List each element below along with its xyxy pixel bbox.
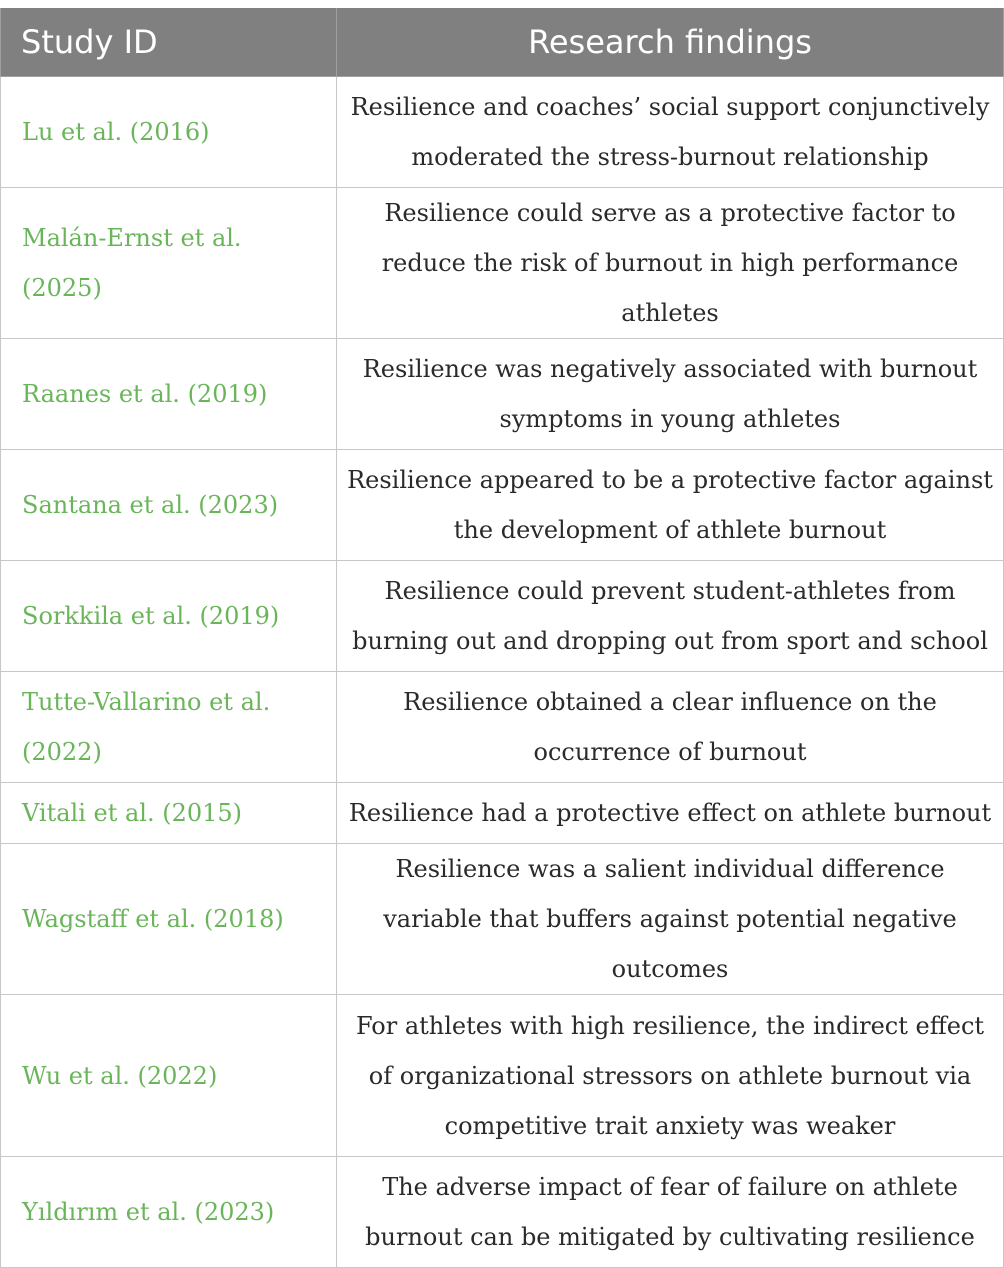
table-body [1, 77, 1004, 1268]
finding-cell: Resilience obtained a clear influence on the occurrence of burnout [337, 672, 1004, 783]
table-row [1, 995, 1004, 1157]
finding-cell: For athletes with high resilience, the indirect effect of organizational stressors on athlete burnout via competitive trait anxiety was weaker [337, 995, 1004, 1157]
study-id-cell[interactable]: Sorkkila et al. (2019) [1, 561, 337, 672]
finding-cell: Resilience could serve as a protective factor to reduce the risk of burnout in high performance athletes [337, 188, 1004, 339]
table-row [1, 1157, 1004, 1268]
table-row [1, 188, 1004, 339]
table-header [1, 8, 1004, 77]
study-id-cell[interactable]: Vitali et al. (2015) [1, 783, 337, 844]
study-id-cell[interactable]: Lu et al. (2016) [1, 77, 337, 188]
finding-cell: Resilience had a protective effect on athlete burnout [337, 783, 1004, 844]
table-row [1, 561, 1004, 672]
studies-table-container [0, 8, 1003, 1268]
study-id-cell[interactable]: Yıldırım et al. (2023) [1, 1157, 337, 1268]
table-row [1, 77, 1004, 188]
finding-cell: The adverse impact of fear of failure on athlete burnout can be mitigated by cultivating resilience [337, 1157, 1004, 1268]
header-research-findings: Research findings [337, 8, 1004, 77]
studies-table [0, 8, 1004, 1268]
table-row [1, 783, 1004, 844]
header-row [1, 8, 1004, 77]
table-row [1, 339, 1004, 450]
finding-cell: Resilience could prevent student-athletes from burning out and dropping out from sport and school [337, 561, 1004, 672]
study-id-cell[interactable]: Santana et al. (2023) [1, 450, 337, 561]
study-id-cell[interactable]: Raanes et al. (2019) [1, 339, 337, 450]
header-study-id: Study ID [1, 8, 337, 77]
finding-cell: Resilience was a salient individual difference variable that buffers against potential negative outcomes [337, 844, 1004, 995]
study-id-cell[interactable]: Wagstaff et al. (2018) [1, 844, 337, 995]
table-row [1, 672, 1004, 783]
finding-cell: Resilience appeared to be a protective factor against the development of athlete burnout [337, 450, 1004, 561]
finding-cell: Resilience and coaches’ social support conjunctively moderated the stress-burnout relationship [337, 77, 1004, 188]
study-id-cell[interactable]: Wu et al. (2022) [1, 995, 337, 1157]
table-row [1, 844, 1004, 995]
finding-cell: Resilience was negatively associated with burnout symptoms in young athletes [337, 339, 1004, 450]
table-row [1, 450, 1004, 561]
study-id-cell[interactable]: Malán-Ernst et al. (2025) [1, 188, 337, 339]
study-id-cell[interactable]: Tutte-Vallarino et al. (2022) [1, 672, 337, 783]
